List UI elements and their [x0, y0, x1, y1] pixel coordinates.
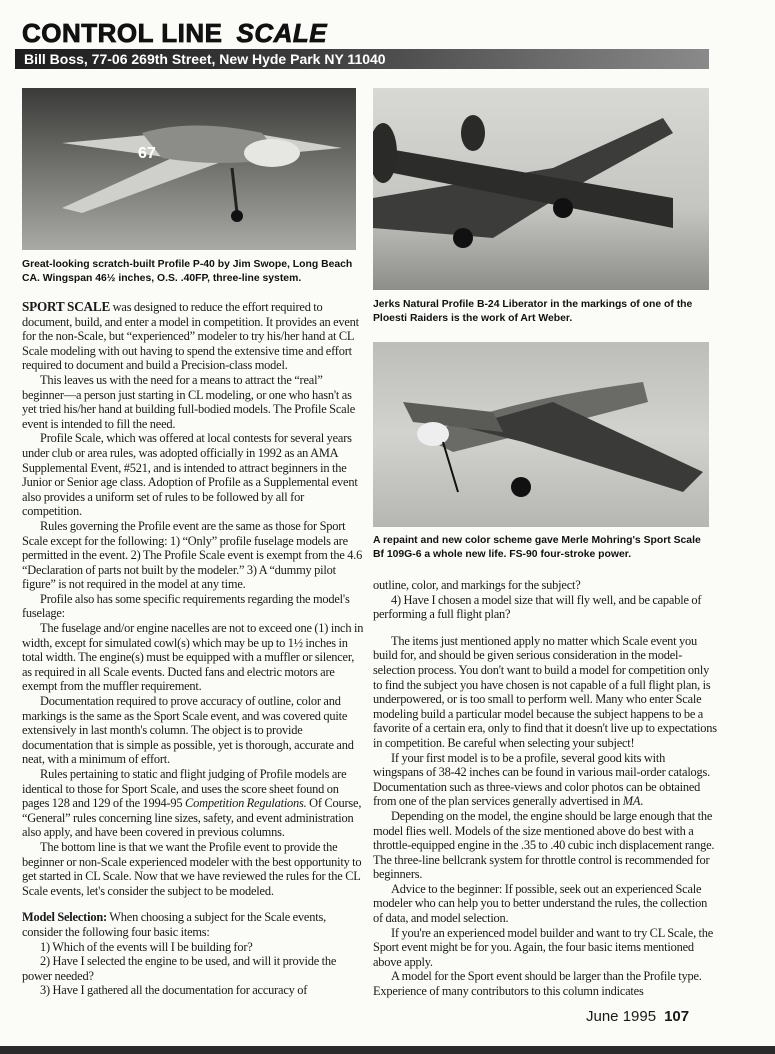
paragraph-text: If your first model is to be a profile, several good kits with wingspans of 38-42 inches can be found in various mail-order catalogs. Documentation such as three-views and color photos can be obtained from one of the plan services generally advertised in: [373, 750, 711, 809]
paragraph-text: When choosing a subject for the Scale events, consider the following four basic items:: [22, 910, 326, 939]
lead-in: SPORT SCALE: [22, 299, 111, 314]
paragraph-text: .: [640, 794, 644, 809]
paragraph-text: Of Course, “General” rules concerning line sizes, safety, and event administration also apply, and have been covered in previous columns.: [22, 796, 362, 840]
caption-b24: Jerks Natural Profile B-24 Liberator in the markings of one of the Ploesti Raiders is the work of Art Weber.: [373, 299, 693, 324]
bf109-plane-image: [373, 342, 709, 527]
paragraph: Advice to the beginner: If possible, seek out an experienced Scale modeler who can help you to better understand the rules, the collection of data, and model selection.: [373, 881, 708, 926]
paragraph: The items just mentioned apply no matter which Scale event you build for, and should be given serious consideration in the model-selection process. You don't want to build a model for competition only to find the subject you have chosen is not capable of a full flight plan, is underpowered, or is too small to perform well. Many who enter Scale modeling build a particular model because the subject happens to be a favorite of a certain era, only to find that it doesn't live up to expectations in competition. Be careful when selecting your subject!: [373, 633, 717, 750]
paragraph: If you're an experienced model builder and want to try CL Scale, the Sport event might be for you. Again, the four basic items mentioned above apply.: [373, 925, 714, 969]
publication-title: Competition Regulations.: [185, 796, 307, 811]
paragraph: The fuselage and/or engine nacelles are not to exceed one (1) inch in width, except for simulated cowl(s) which may be up to 1½ inches in total width. The engine(s) must be equipped with a muffler or silencer, as required in all Scale events. Ducted fans and electric motors are exempt from the muffler requirement.: [22, 621, 364, 694]
title-main: CONTROL LINE: [22, 18, 223, 48]
paragraph: [22, 910, 366, 939]
photo-p40: [22, 88, 356, 250]
issue-date: June 1995: [586, 1008, 657, 1025]
paragraph: A model for the Sport event should be larger than the Profile type. Experience of many contributors to this column indicates: [373, 969, 702, 999]
list-item: 2) Have I selected the engine to be used, and will it provide the power needed?: [22, 954, 337, 983]
paragraph: The bottom line is that we want the Profile event to provide the beginner or non-Scale experienced modeler with the best opportunity to get started in CL Scale. Now that we have reviewed the rules for the CL Scale events, let's consider the subject to be modeled.: [22, 839, 362, 898]
paragraph: [373, 751, 717, 809]
photo-b24: [373, 88, 709, 290]
paragraph: Rules governing the Profile event are the same as those for Sport Scale except for the following: 1) “Only” profile fuselage models are permitted in the event. 2) The Profile Scale event is exempt from the 4.6 “Declaration of parts not built by the modeler.” 3) A “dummy pilot figure” is not required in the model at any time.: [22, 518, 363, 592]
title-italic: SCALE: [236, 18, 328, 48]
page-number: 107: [664, 1008, 690, 1025]
paragraph-text: was designed to reduce the effort required to document, build, and enter a model in competition. It provides an event for the non-Scale, but “experienced” modeler to try his/her hand at CL Scale modeling with out having to spend the extensive time and effort required to document and build a Precision-class model.: [22, 300, 359, 373]
list-item: 4) Have I chosen a model size that will fly well, and be capable of performing a full flight plan?: [373, 592, 702, 622]
list-item: 3) Have I gathered all the documentation for accuracy of: [40, 983, 308, 998]
scan-edge: [0, 1046, 775, 1054]
subhead: Model Selection:: [22, 910, 107, 925]
article-right-column: [373, 578, 717, 999]
p40-plane-image: [22, 88, 356, 250]
paragraph: Depending on the model, the engine should be large enough that the model flies well. Models of the size mentioned above do best with a throttle-equipped engine in the .35 to .40 cubic inch displacement range. The three-line bellcrank system for throttle control is recommended for beginners.: [373, 808, 715, 882]
paragraph: This leaves us with the need for a means to attract the “real” beginner—a person just starting in CL modeling, or one who hasn't as yet tried his/her hand at building full-bodied models. The Profile Scale event is intended to fill the need.: [22, 372, 356, 431]
caption-p40: Great-looking scratch-built Profile P-40 by Jim Swope, Long Beach CA. Wingspan 46½ inches, O.S. .40FP, three-line system.: [22, 259, 353, 284]
byline-bar: [15, 49, 709, 69]
column-title: [22, 18, 327, 49]
list-item: 1) Which of the events will I be building for?: [40, 939, 253, 954]
photo-bf109: [373, 342, 709, 527]
paragraph: [22, 300, 366, 373]
article-left-column: [22, 300, 366, 998]
b24-plane-image: [373, 88, 709, 290]
p40-number-label: 67: [138, 145, 156, 162]
paragraph: [22, 767, 366, 840]
publication-title: MA: [622, 794, 641, 809]
paragraph: Profile Scale, which was offered at local contests for several years under club or area rules, was adopted officially in 1992 as an AMA Supplemental Event, #521, and is intended to attract beginners in the Junior or Senior age class. Adoption of Profile as a Supplemental event also provides a uniform set of rules to be followed by all for competition.: [22, 431, 358, 519]
paragraph: Profile also has some specific requirements regarding the model's fuselage:: [22, 591, 350, 621]
paragraph: Documentation required to prove accuracy of outline, color and markings is the same as the Sport Scale event, and was covered quite extensively in last month's column. The object is to provide documentation that is simple as possible, yet is thorough, accurate and neat, with a minimum of effort.: [22, 694, 354, 767]
list-item-continued: outline, color, and markings for the subject?: [373, 578, 581, 592]
byline: Bill Boss, 77-06 269th Street, New Hyde Park NY 11040: [24, 51, 386, 67]
page-footer: [586, 1008, 689, 1025]
paragraph-text: Rules pertaining to static and flight judging of Profile models are identical to those for Sport Scale, and uses the score sheet found on pages 128 and 129 of the 1994-95: [22, 767, 347, 811]
caption-bf109: A repaint and new color scheme gave Merle Mohring's Sport Scale Bf 109G-6 a whole new life. FS-90 four-stroke power.: [373, 535, 701, 560]
